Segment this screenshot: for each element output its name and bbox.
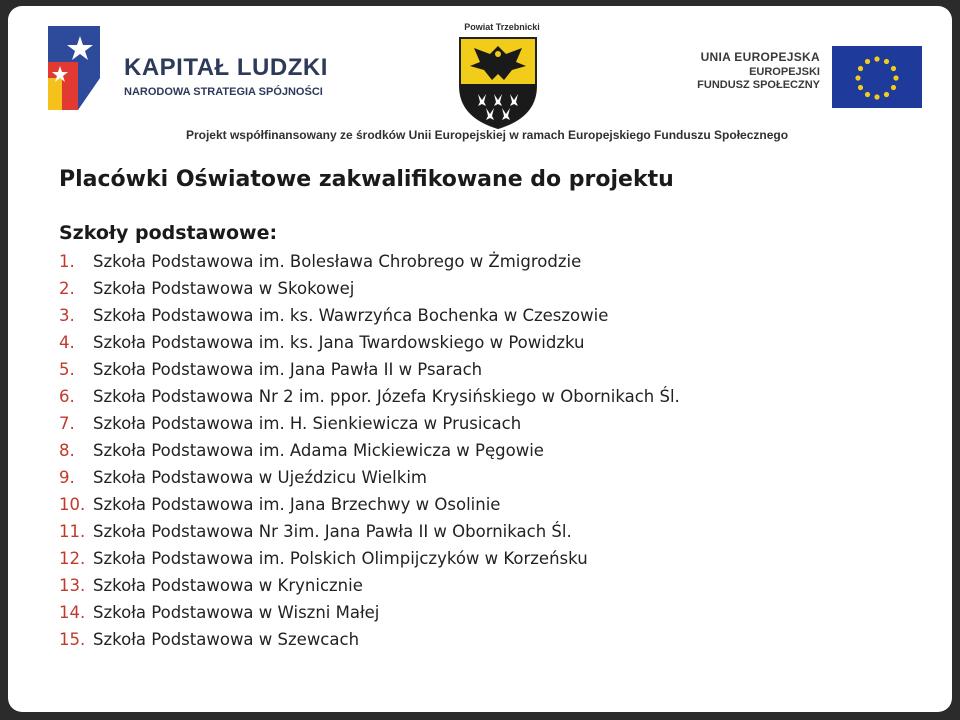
list-item-number: 5. bbox=[59, 360, 75, 380]
list-item-text: Szkoła Podstawowa w Wiszni Małej bbox=[93, 603, 380, 623]
list-item bbox=[59, 356, 939, 383]
list-item-text: Szkoła Podstawowa w Krynicznie bbox=[93, 576, 363, 596]
list-item bbox=[59, 275, 939, 302]
school-list bbox=[59, 248, 939, 653]
section-title: Szkoły podstawowe: bbox=[59, 221, 278, 244]
list-item-text: Szkoła Podstawowa im. Adama Mickiewicza w Pęgowie bbox=[93, 441, 544, 461]
list-item-text: Szkoła Podstawowa Nr 2 im. ppor. Józefa Krysińskiego w Obornikach Śl. bbox=[93, 387, 680, 407]
page-title: Placówki Oświatowe zakwalifikowane do projektu bbox=[59, 167, 674, 192]
list-item-text: Szkoła Podstawowa w Ujeździcu Wielkim bbox=[93, 468, 427, 488]
list-item-text: Szkoła Podstawowa im. Polskich Olimpijczyków w Korzeńsku bbox=[93, 549, 588, 569]
list-item bbox=[59, 572, 939, 599]
list-item-number: 2. bbox=[59, 279, 75, 299]
list-item-text: Szkoła Podstawowa im. Jana Pawła II w Psarach bbox=[93, 360, 483, 380]
list-item-text: Szkoła Podstawowa w Szewcach bbox=[93, 630, 360, 650]
list-item-number: 8. bbox=[59, 441, 75, 461]
kapital-ludzki-title: KAPITAŁ LUDZKI bbox=[124, 54, 328, 81]
kapital-ludzki-subtitle: NARODOWA STRATEGIA SPÓJNOŚCI bbox=[124, 86, 323, 98]
powiat-label: Powiat Trzebnicki bbox=[464, 22, 540, 32]
project-note-text: Projekt współfinansowany ze środków Unii Europejskiej w ramach Europejskiego Funduszu Społecznego bbox=[185, 128, 789, 142]
list-item bbox=[59, 329, 939, 356]
list-item-number: 14. bbox=[59, 603, 86, 623]
list-item bbox=[59, 545, 939, 572]
list-item bbox=[59, 626, 939, 653]
list-item-number: 12. bbox=[59, 549, 86, 569]
list-item-text: Szkoła Podstawowa im. ks. Jana Twardowskiego w Powidzku bbox=[93, 333, 585, 353]
list-item-text: Szkoła Podstawowa Nr 3im. Jana Pawła II w Obornikach Śl. bbox=[93, 522, 572, 542]
list-item-number: 4. bbox=[59, 333, 75, 353]
eu-line-2: EUROPEJSKI bbox=[749, 66, 820, 78]
list-item bbox=[59, 302, 939, 329]
slide bbox=[8, 6, 952, 712]
list-item-number: 15. bbox=[59, 630, 86, 650]
list-item bbox=[59, 437, 939, 464]
list-item bbox=[59, 491, 939, 518]
eu-text-block bbox=[680, 50, 820, 91]
list-item-number: 3. bbox=[59, 306, 75, 326]
eu-flag-icon bbox=[832, 46, 922, 108]
list-item-number: 7. bbox=[59, 414, 75, 434]
list-item-number: 6. bbox=[59, 387, 75, 407]
list-item bbox=[59, 248, 939, 275]
kapital-ludzki-logo bbox=[38, 22, 108, 114]
list-item-text: Szkoła Podstawowa im. Jana Brzechwy w Osolinie bbox=[93, 495, 501, 515]
list-item-text: Szkoła Podstawowa w Skokowej bbox=[93, 279, 355, 299]
list-item bbox=[59, 518, 939, 545]
list-item bbox=[59, 599, 939, 626]
powiat-crest-icon bbox=[456, 34, 540, 130]
list-item bbox=[59, 383, 939, 410]
main-content bbox=[59, 166, 939, 653]
list-item-number: 13. bbox=[59, 576, 86, 596]
eu-line-1: UNIA EUROPEJSKA bbox=[700, 50, 820, 64]
list-item bbox=[59, 464, 939, 491]
eu-line-3: FUNDUSZ SPOŁECZNY bbox=[697, 79, 820, 91]
list-item-text: Szkoła Podstawowa im. Bolesława Chrobrego w Żmigrodzie bbox=[93, 252, 582, 272]
list-item-number: 11. bbox=[59, 522, 86, 542]
list-item-number: 9. bbox=[59, 468, 75, 488]
list-item-text: Szkoła Podstawowa im. H. Sienkiewicza w Prusicach bbox=[93, 414, 522, 434]
header-logos bbox=[8, 6, 952, 156]
list-item-number: 1. bbox=[59, 252, 75, 272]
list-item-text: Szkoła Podstawowa im. ks. Wawrzyńca Bochenka w Czeszowie bbox=[93, 306, 609, 326]
list-item-number: 10. bbox=[59, 495, 86, 515]
project-cofinancing-note bbox=[8, 128, 952, 142]
list-item bbox=[59, 410, 939, 437]
